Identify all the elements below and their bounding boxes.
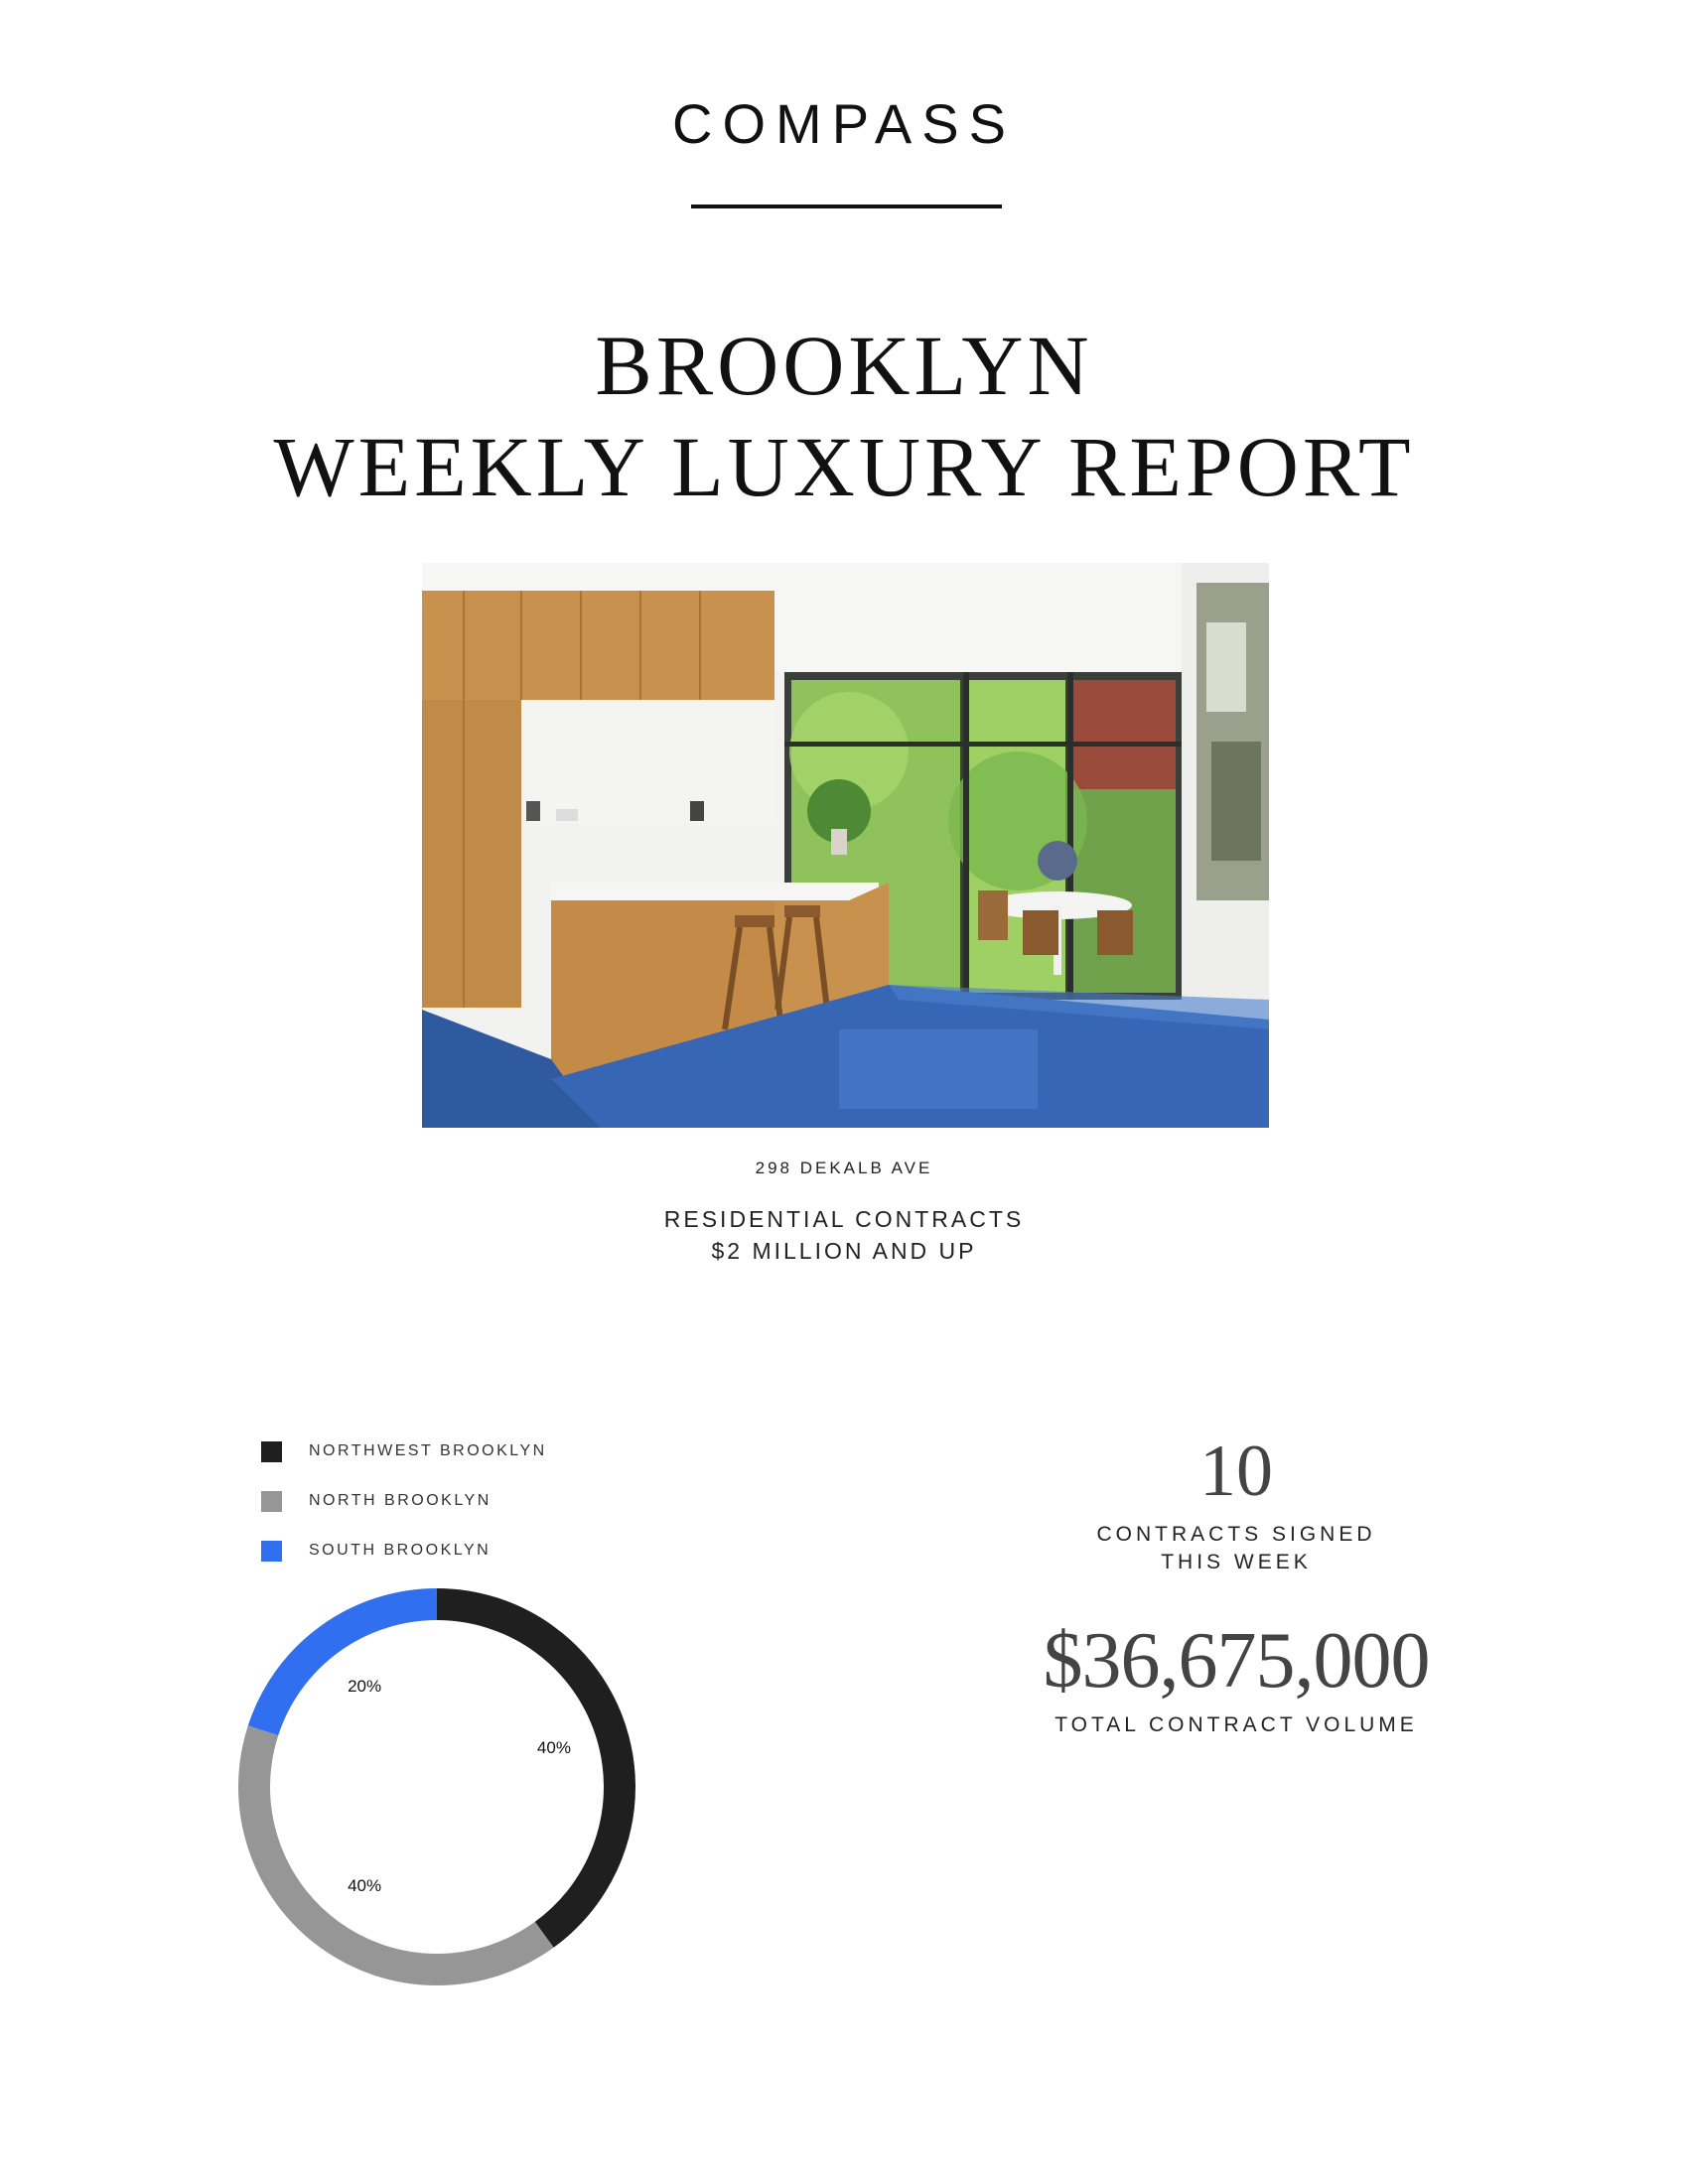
donut-label-south-brooklyn: 20%: [348, 1677, 382, 1697]
photo-caption: 298 DEKALB AVE: [755, 1159, 933, 1177]
legend-swatch-northwest: [261, 1441, 282, 1462]
compass-logo: COMPASS: [672, 92, 1016, 155]
report-title-line2: WEEKLY LUXURY REPORT: [273, 419, 1415, 514]
contracts-by-region-donut-chart: [228, 1578, 645, 1995]
report-subtitle-line1: RESIDENTIAL CONTRACTS: [663, 1206, 1025, 1232]
total-contract-volume: $36,675,000: [1043, 1617, 1430, 1705]
header-divider: [691, 205, 1002, 208]
donut-label-north-brooklyn: 40%: [348, 1875, 382, 1895]
legend-label: NORTHWEST BROOKLYN: [309, 1442, 547, 1459]
total-contract-volume-label: TOTAL CONTRACT VOLUME: [1055, 1713, 1418, 1736]
legend-swatch-north: [261, 1491, 282, 1512]
contracts-count: 10: [1199, 1431, 1273, 1512]
donut-slice-northwest-brooklyn: [437, 1604, 620, 1935]
legend-label: NORTH BROOKLYN: [309, 1492, 492, 1509]
legend-label: SOUTH BROOKLYN: [309, 1542, 492, 1559]
legend-swatch-south: [261, 1541, 282, 1562]
donut-slice-south-brooklyn: [263, 1604, 437, 1730]
contracts-label-line1: CONTRACTS SIGNED: [1096, 1523, 1376, 1546]
report-subtitle-line2: $2 MILLION AND UP: [711, 1238, 977, 1264]
donut-label-northwest-brooklyn: 40%: [536, 1738, 571, 1758]
featured-property-photo: [422, 563, 1269, 1128]
report-title-line1: BROOKLYN: [595, 318, 1093, 413]
donut-slice-north-brooklyn: [254, 1730, 544, 1970]
contracts-label-line2: THIS WEEK: [1161, 1551, 1312, 1573]
